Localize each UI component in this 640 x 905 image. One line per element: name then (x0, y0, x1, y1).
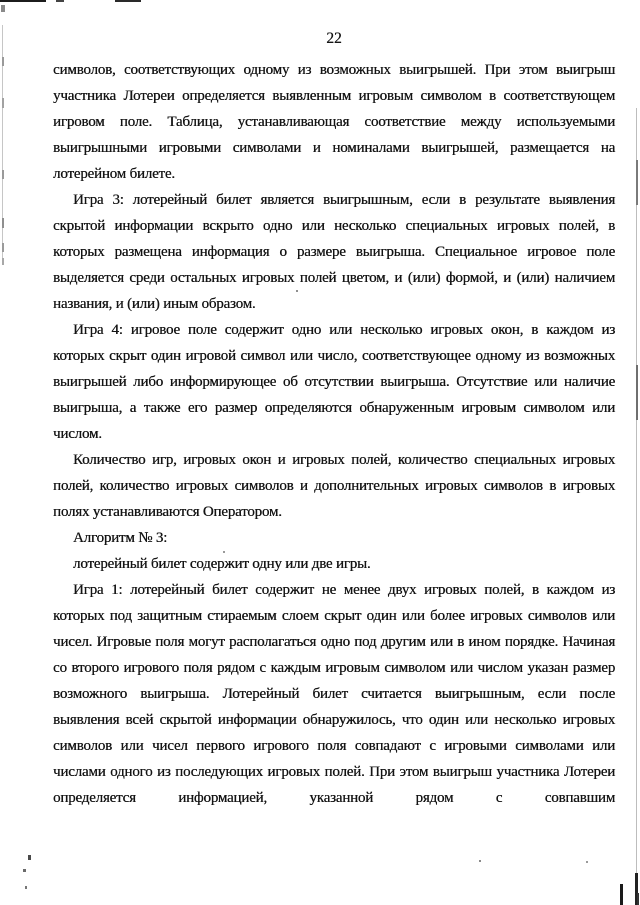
scan-artifact-speck (23, 869, 26, 872)
scan-artifact-left-dash (2, 57, 4, 66)
scan-artifact-top-line (0, 0, 46, 2)
scan-artifact-speck (1, 5, 5, 12)
scan-artifact-right-dash (620, 884, 623, 905)
paragraph-game-4: Игра 4: игровое поле содержит одно или несколько игровых окон, в каждом из которых скрыт один игровой символ или число, соответствующее одному из возможных выигрышей либо информирующее об отсутствии выигрыша. Отсутствие или наличие выигрыша, а также его размер определяются обнаруженным игровым символом или числом. (53, 322, 615, 442)
scan-artifact-left-dash (2, 98, 4, 108)
document-body (53, 57, 615, 811)
paragraph-game-1: Игра 1: лотерейный билет содержит не менее двух игровых полей, в каждом из которых под защитным стираемым слоем скрыт один или более игровых символов или чисел. Игровые поля могут располагаться одно под другим или в ином порядке. Начиная со второго игрового поля рядом с каждым игровым символом или числом указан размер возможного выигрыша. Лотерейный билет считается выигрышным, если после выявления всей скрытой информации обнаружилось, что один или несколько игровых символов или чисел первого игрового поля совпадают с игровыми символами или числами одного из последующих игровых полей. При этом выигрыш участника Лотереи определяется информацией, указанной рядом с совпавшим (53, 582, 615, 806)
page-number: 22 (326, 30, 342, 47)
paragraph-algorithm-3-heading: Алгоритм № 3: (73, 530, 168, 546)
scan-artifact-left-line (2, 25, 3, 260)
scan-artifact-right-dash (637, 893, 639, 905)
scan-artifact-left-dash (2, 218, 4, 228)
scan-artifact-right-line (636, 108, 637, 898)
scan-artifact-speck (479, 860, 481, 862)
paragraph-algorithm-3-intro: лотерейный билет содержит одну или две игры. (73, 556, 371, 572)
scan-artifact-right-dash (636, 160, 638, 205)
scan-artifact-speck (28, 855, 31, 860)
paragraph-continuation: символов, соответствующих одному из возможных выигрышей. При этом выигрыш участника Лотереи определяется выявленным игровым символом в соответствующем игровом поле. Таблица, устанавливающая соответствие между используемыми выигрышными игровыми символами и номиналами выигрышей, размещается на лотерейном билете. (53, 62, 615, 182)
scan-artifact-top-dash (115, 0, 141, 2)
scan-artifact-left-dash (2, 258, 4, 265)
scan-artifact-right-dash (636, 365, 638, 420)
scan-artifact-left-dash (2, 243, 4, 252)
scan-artifact-left-dash (2, 170, 4, 179)
scan-artifact-speck (586, 861, 588, 863)
scan-artifact-speck (25, 886, 27, 889)
scan-artifact-top-dash (56, 0, 64, 2)
paragraph-quantities: Количество игр, игровых окон и игровых полей, количество специальных игровых полей, количество игровых символов и дополнительных игровых символов в игровых полях устанавливаются Оператором. (53, 452, 615, 520)
paragraph-game-3: Игра 3: лотерейный билет является выигрышным, если в результате выявления скрытой информации вскрыто одно или несколько специальных игровых полей, в которых размещена информация о размере выигрыша. Специальное игровое поле выделяется среди остальных игровых полей цветом, и (или) формой, и (или) наличием названия, и (или) иным образом. (53, 192, 615, 312)
scan-artifact-right-dash (635, 873, 638, 905)
